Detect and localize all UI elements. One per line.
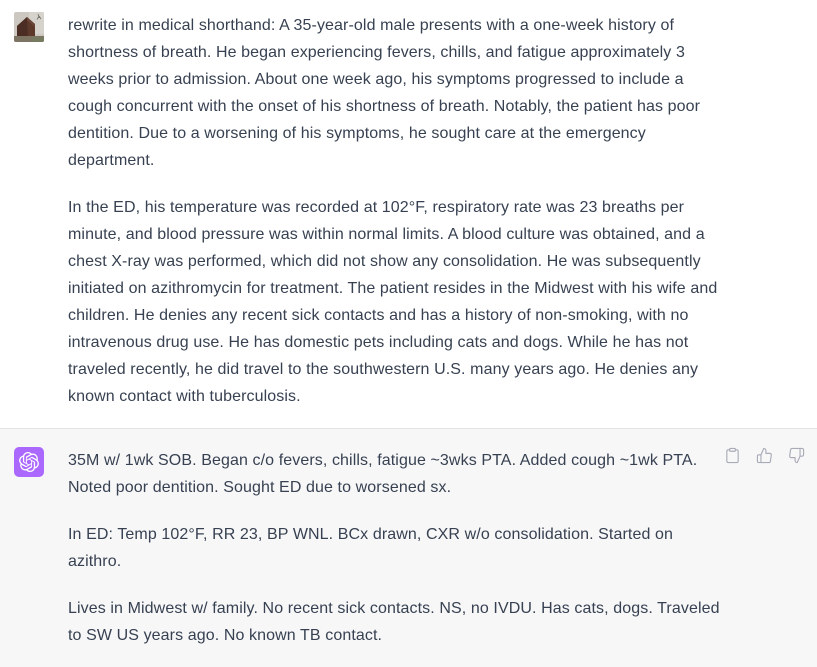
thumbs-up-button[interactable]	[754, 445, 775, 466]
user-paragraph-1: rewrite in medical shorthand: A 35-year-old male presents with a one-week history of shortness of breath. He began experiencing fevers, chills, and fatigue approximately 3 weeks prior to admission. About one week ago, his symptoms progressed to include a cough concurrent with the onset of his shortness of breath. Notably, the patient has poor dentition. Due to a worsening of his symptoms, he sought care at the emergency department.	[68, 17, 701, 169]
copy-icon	[724, 447, 741, 464]
user-paragraph-2: In the ED, his temperature was recorded at 102°F, respiratory rate was 23 breaths per minute, and blood pressure was within normal limits. A blood culture was obtained, and a chest X-ray was performed, which did not show any consolidation. He was subsequently initiated on azithromycin for treatment. The patient resides in the Midwest with his wife and children. He denies any recent sick contacts and has a history of non-smoking, with no intravenous drug use. He has domestic pets including cats and dogs. While he has not traveled recently, he did travel to the southwestern U.S. many years ago. He denies any known contact with tuberculosis.	[68, 199, 718, 405]
assistant-message-content	[68, 447, 727, 649]
assistant-message-row	[0, 428, 817, 667]
copy-button[interactable]	[722, 445, 743, 466]
chatgpt-logo-icon	[19, 452, 39, 472]
thumbs-up-icon	[756, 447, 773, 464]
assistant-paragraph-3: Lives in Midwest w/ family. No recent sick contacts. NS, no IVDU. Has cats, dogs. Traveled to SW US years ago. No known TB contact.	[68, 600, 720, 644]
user-avatar-photo-icon	[14, 12, 44, 42]
user-avatar[interactable]	[14, 12, 44, 42]
user-message-content	[68, 12, 727, 410]
assistant-avatar	[14, 447, 44, 477]
thumbs-down-button[interactable]	[786, 445, 807, 466]
assistant-paragraph-2: In ED: Temp 102°F, RR 23, BP WNL. BCx drawn, CXR w/o consolidation. Started on azithro.	[68, 526, 673, 570]
assistant-paragraph-1: 35M w/ 1wk SOB. Began c/o fevers, chills, fatigue ~3wks PTA. Added cough ~1wk PTA. Noted poor dentition. Sought ED due to worsened sx.	[68, 452, 698, 496]
message-action-bar	[722, 445, 807, 466]
thumbs-down-icon	[788, 447, 805, 464]
